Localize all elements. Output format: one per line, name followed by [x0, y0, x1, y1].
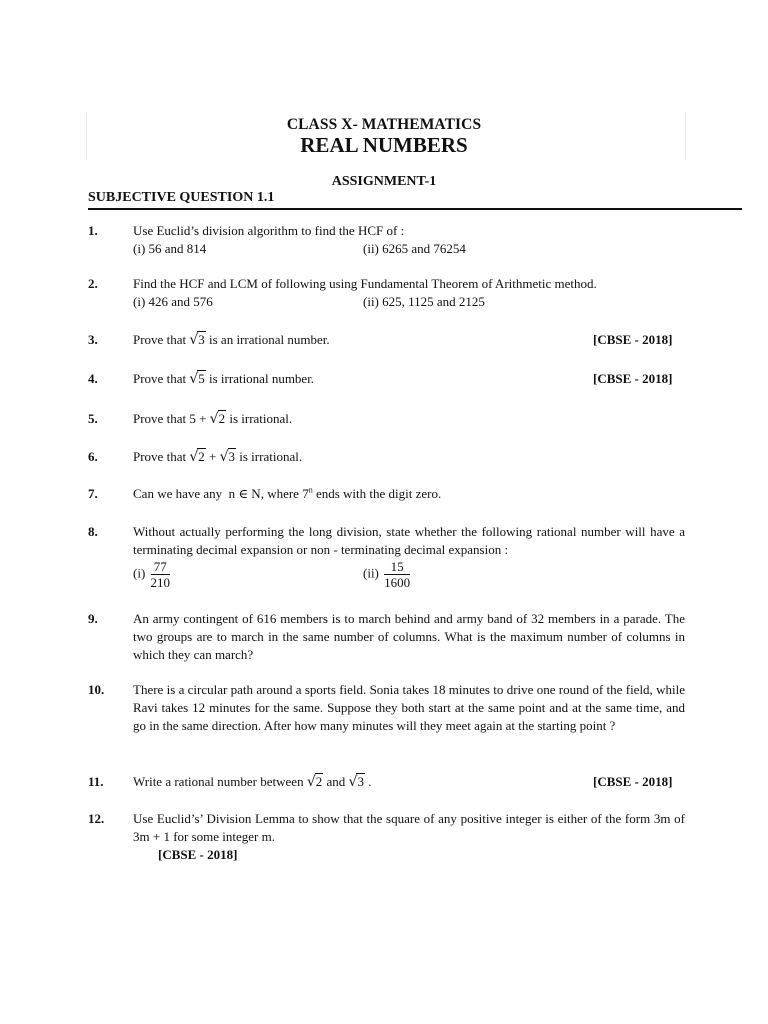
- cbse-reference: [CBSE - 2018]: [593, 774, 673, 789]
- question-part-i: (i) 426 and 576: [133, 294, 213, 309]
- radical-symbol: √: [348, 774, 358, 790]
- class-title: CLASS X- MATHEMATICS: [286, 116, 482, 133]
- radical-symbol: √: [219, 449, 229, 465]
- square-root: [189, 370, 205, 388]
- section-divider: [88, 208, 742, 210]
- text-suffix: is irrational.: [229, 411, 293, 426]
- part-label: (i): [133, 565, 146, 581]
- question-text: Without actually performing the long division, state whether the following rational number will have a terminating decimal expansion or non - terminating decimal expansion :: [133, 524, 685, 557]
- question-text: [133, 448, 685, 466]
- radicand: 3: [357, 774, 364, 789]
- question-part-ii: (ii) 6265 and 76254: [363, 241, 466, 256]
- square-root: [210, 410, 226, 428]
- text-suffix: is irrational.: [239, 449, 303, 464]
- question-number: 6.: [88, 449, 98, 464]
- question-number: 2.: [88, 276, 98, 291]
- question-number: 3.: [88, 332, 98, 347]
- text-prefix: Prove that: [133, 449, 187, 464]
- cbse-reference: [CBSE - 2018]: [158, 847, 238, 862]
- text-prefix: Prove that: [133, 411, 187, 426]
- question-number: 1.: [88, 223, 98, 238]
- fraction: [151, 559, 171, 590]
- square-root: [349, 773, 365, 791]
- square-root: [189, 331, 205, 349]
- question-number: 4.: [88, 371, 98, 386]
- radicand: 2: [315, 774, 323, 789]
- math-expression: 5 +: [189, 411, 207, 426]
- question-part-i: (i) 56 and 814: [133, 241, 207, 256]
- denominator: 210: [150, 575, 171, 590]
- conjunction: and: [326, 774, 346, 789]
- math-expression: n ∈ N: [228, 486, 261, 501]
- numerator: 77: [151, 559, 171, 575]
- section-title: SUBJECTIVE QUESTION 1.1: [88, 190, 275, 205]
- radical-symbol: √: [189, 371, 199, 387]
- text-prefix: Prove that: [133, 371, 187, 386]
- assignment-title: ASSIGNMENT-1: [331, 174, 437, 189]
- text-prefix: Can we have any: [133, 486, 223, 501]
- square-root: [220, 448, 236, 466]
- question-text: [133, 410, 685, 428]
- text-suffix: .: [368, 774, 372, 789]
- question-text: Use Euclid’s division algorithm to find the HCF of :: [133, 223, 405, 238]
- radicand: 3: [228, 449, 236, 464]
- question-number: 8.: [88, 524, 98, 539]
- text-suffix: is irrational number.: [209, 371, 315, 386]
- question-number: 11.: [88, 774, 104, 789]
- part-label: (ii): [363, 565, 379, 581]
- fraction: [384, 559, 410, 590]
- text-prefix: Prove that: [133, 332, 187, 347]
- radicand: 3: [198, 332, 205, 347]
- question-number: 10.: [88, 682, 105, 697]
- radicand: 2: [218, 411, 226, 426]
- page-title: REAL NUMBERS: [300, 133, 468, 157]
- exponent: n: [308, 485, 313, 495]
- question-part-ii: (ii) 625, 1125 and 2125: [363, 294, 485, 309]
- text-middle: , where 7: [260, 486, 309, 501]
- radical-symbol: √: [189, 332, 199, 348]
- square-root: [189, 448, 205, 466]
- question-number: 7.: [88, 486, 98, 501]
- numerator: 15: [384, 559, 410, 575]
- question-text: Find the HCF and LCM of following using Fundamental Theorem of Arithmetic method.: [133, 276, 597, 291]
- cbse-reference: [CBSE - 2018]: [593, 332, 673, 347]
- text-suffix: ends with the digit zero.: [312, 486, 442, 501]
- radical-symbol: √: [306, 774, 316, 790]
- question-text: An army contingent of 616 members is to march behind and army band of 32 members in a parade. The two groups are to march in the same number of columns. What is the maximum number of columns in which they can march?: [133, 611, 685, 662]
- plus-sign: +: [209, 449, 217, 464]
- question-number: 5.: [88, 411, 98, 426]
- text-prefix: Write a rational number between: [133, 774, 304, 789]
- question-text: Use Euclid’s’ Division Lemma to show that the square of any positive integer is either of the form 3m of 3m + 1 for some integer m.: [133, 811, 685, 844]
- question-part-i: [133, 559, 170, 590]
- question-text: There is a circular path around a sports field. Sonia takes 18 minutes to drive one round of the field, while Ravi takes 12 minutes for the same. Suppose they both start at the same point and at the same time, and go in the same direction. After how many minutes will they meet again at the starting point ?: [133, 682, 685, 733]
- radicand: 5: [198, 371, 205, 386]
- question-number: 12.: [88, 811, 105, 826]
- radical-symbol: √: [189, 449, 199, 465]
- text-suffix: is an irrational number.: [209, 332, 330, 347]
- radical-symbol: √: [209, 411, 219, 427]
- square-root: [307, 773, 323, 791]
- denominator: 1600: [384, 575, 411, 590]
- cbse-reference: [CBSE - 2018]: [593, 371, 673, 386]
- radicand: 2: [198, 449, 205, 464]
- question-part-ii: [363, 559, 410, 590]
- question-number: 9.: [88, 611, 98, 626]
- question-text: [133, 485, 685, 503]
